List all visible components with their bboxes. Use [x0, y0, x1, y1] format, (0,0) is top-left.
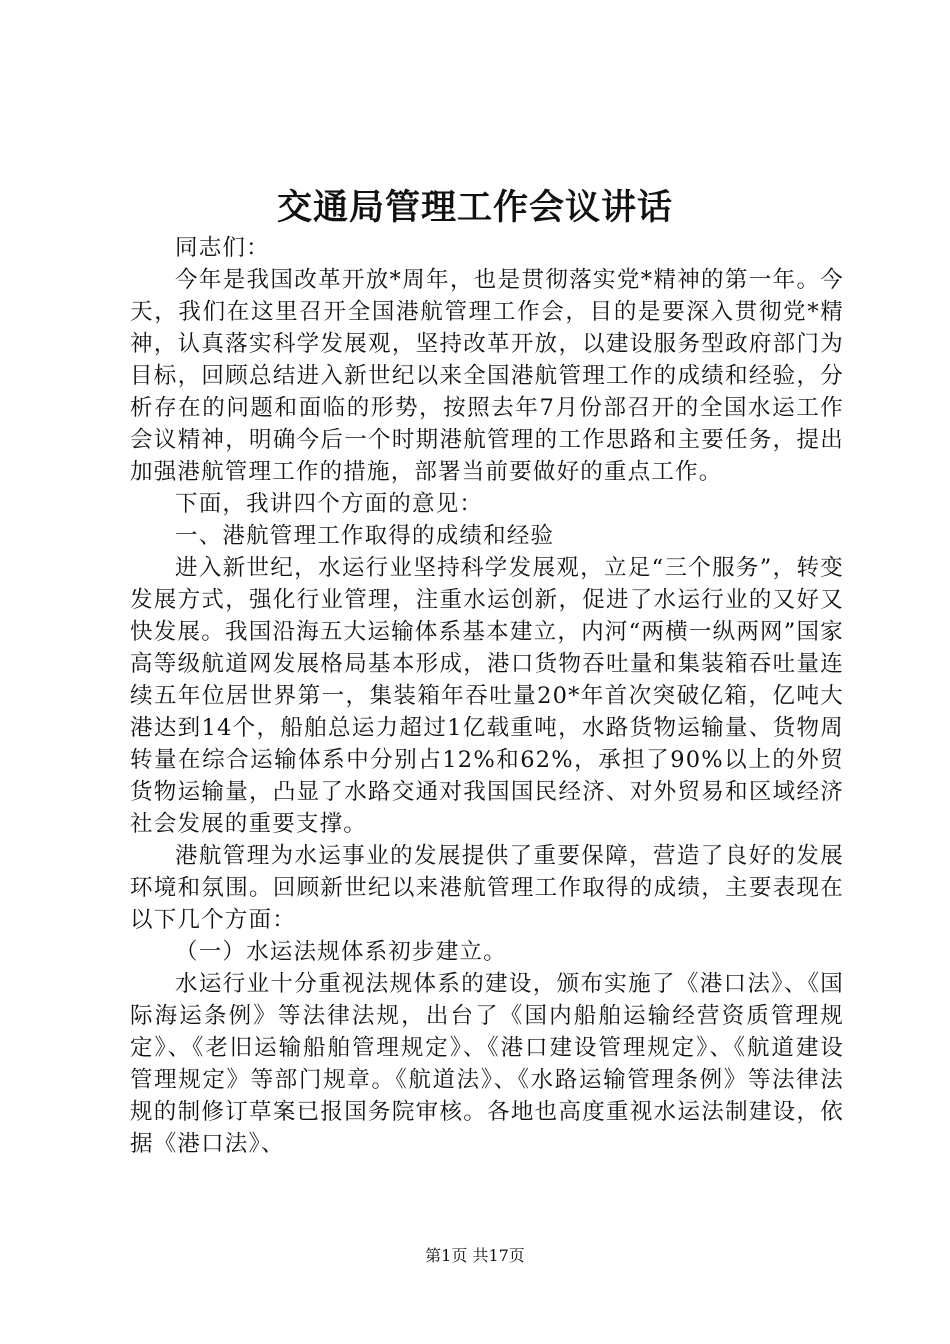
salutation-paragraph: 同志们：	[175, 235, 270, 261]
page-footer: 第1页 共17页	[425, 1246, 525, 1265]
management-paragraph: 港航管理为水运事业的发展提供了重要保障，营造了良好的发展环境和氛围。回顾新世纪以来港航管理工作取得的成绩，主要表现在以下几个方面：	[130, 843, 844, 933]
achievements-paragraph: 进入新世纪，水运行业坚持科学发展观，立足“三个服务”，转变发展方式，强化行业管理，注重水运创新，促进了水运行业的又好又快发展。我国沿海五大运输体系基本建立，内河“两横一纵两网”国家高等级航道网发展格局基本形成，港口货物吞吐量和集装箱吞吐量连续五年位居世界第一，集装箱年吞吐量20*年首次突破亿箱，亿吨大港达到14个，船舶总运力超过1亿载重吨，水路货物运输量、货物周转量在综合运输体系中分别占12%和62%，承担了90%以上的外贸货物运输量，凸显了水路交通对我国国民经济、对外贸易和区域经济社会发展的重要支撑。	[130, 555, 844, 837]
subsection-heading: （一）水运法规体系初步建立。	[175, 939, 507, 965]
intro-paragraph: 今年是我国改革开放*周年，也是贯彻落实党*精神的第一年。今天，我们在这里召开全国港航管理工作会，目的是要深入贯彻党*精神，认真落实科学发展观，坚持改革开放，以建设服务型政府部门为目标，回顾总结进入新世纪以来全国港航管理工作的成绩和经验，分析存在的问题和面临的形势，按照去年7月份部召开的全国水运工作会议精神，明确今后一个时期港航管理的工作思路和主要任务，提出加强港航管理工作的措施，部署当前要做好的重点工作。	[130, 267, 844, 485]
section-heading: 一、港航管理工作取得的成绩和经验	[175, 523, 555, 549]
outline-paragraph: 下面，我讲四个方面的意见：	[175, 491, 484, 517]
legislation-paragraph: 水运行业十分重视法规体系的建设，颁布实施了《港口法》、《国际海运条例》等法律法规，出台了《国内船舶运输经营资质管理规定》、《老旧运输船舶管理规定》、《港口建设管理规定》、《航道建设管理规定》等部门规章。《航道法》、《水路运输管理条例》等法律法规的制修订草案已报国务院审核。各地也高度重视水运法制建设，依据《港口法》、	[130, 971, 844, 1157]
document-body	[130, 232, 844, 1160]
document-title: 交通局管理工作会议讲话	[276, 187, 673, 228]
